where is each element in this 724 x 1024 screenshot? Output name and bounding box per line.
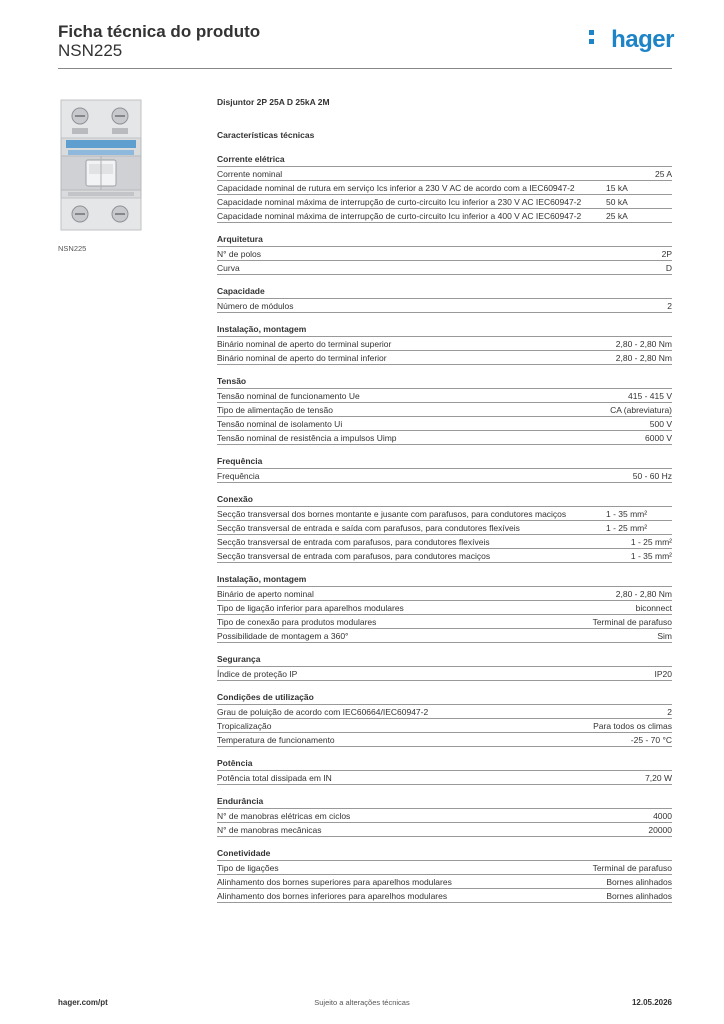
spec-content	[217, 96, 672, 913]
spec-label: Número de módulos	[217, 300, 294, 311]
spec-row	[217, 469, 672, 483]
spec-value: 20000	[648, 824, 672, 835]
spec-row	[217, 209, 672, 223]
header-divider	[58, 68, 672, 69]
spec-section	[217, 757, 672, 785]
section-title: Instalação, montagem	[217, 323, 672, 337]
section-title: Corrente elétrica	[217, 153, 672, 167]
section-title: Conexão	[217, 493, 672, 507]
spec-row	[217, 431, 672, 445]
spec-row	[217, 667, 672, 681]
section-title: Tensão	[217, 375, 672, 389]
spec-row	[217, 587, 672, 601]
section-title: Segurança	[217, 653, 672, 667]
spec-section	[217, 375, 672, 445]
spec-value: 15 kA	[606, 182, 628, 193]
spec-row	[217, 403, 672, 417]
spec-row	[217, 875, 672, 889]
spec-value: 7,20 W	[645, 772, 672, 783]
spec-section	[217, 323, 672, 365]
spec-value: 1 - 35 mm²	[606, 508, 648, 519]
spec-value: 1 - 25 mm²	[630, 536, 672, 547]
spec-row	[217, 889, 672, 903]
spec-section	[217, 691, 672, 747]
spec-value: 50 - 60 Hz	[632, 470, 672, 481]
spec-label: N° de manobras mecânicas	[217, 824, 322, 835]
spec-value: IP20	[654, 668, 672, 679]
spec-value: 2P	[661, 248, 672, 259]
spec-label: Temperatura de funcionamento	[217, 734, 335, 745]
spec-value: Bornes alinhados	[606, 890, 672, 901]
spec-label: Binário nominal de aperto do terminal superior	[217, 338, 392, 349]
spec-label: Alinhamento dos bornes superiores para aparelhos modulares	[217, 876, 452, 887]
spec-row	[217, 615, 672, 629]
spec-row	[217, 823, 672, 837]
spec-value: 2,80 - 2,80 Nm	[615, 338, 672, 349]
spec-row	[217, 733, 672, 747]
section-title: Arquitetura	[217, 233, 672, 247]
spec-value: 500 V	[649, 418, 672, 429]
spec-label: Grau de poluição de acordo com IEC60664/IEC60947-2	[217, 706, 429, 717]
spec-row	[217, 389, 672, 403]
spec-section	[217, 795, 672, 837]
spec-row	[217, 417, 672, 431]
spec-value: 25 kA	[606, 210, 628, 221]
spec-section	[217, 573, 672, 643]
spec-row	[217, 351, 672, 365]
spec-value: 25 A	[654, 168, 672, 179]
spec-value: Bornes alinhados	[606, 876, 672, 887]
section-title: Frequência	[217, 455, 672, 469]
spec-label: Tensão nominal de isolamento Ui	[217, 418, 343, 429]
spec-row	[217, 507, 672, 521]
spec-value: 4000	[653, 810, 672, 821]
spec-label: Corrente nominal	[217, 168, 283, 179]
product-image-caption: NSN225	[58, 244, 87, 253]
spec-value: 6000 V	[645, 432, 672, 443]
spec-section	[217, 493, 672, 563]
spec-row	[217, 181, 672, 195]
spec-label: N° de manobras elétricas em ciclos	[217, 810, 351, 821]
page-title: Ficha técnica do produto	[58, 22, 261, 41]
spec-label: Curva	[217, 262, 240, 273]
spec-row	[217, 521, 672, 535]
spec-value: 2	[667, 706, 672, 717]
spec-label: Capacidade nominal máxima de interrupção de curto-circuito Icu inferior a 400 V AC IEC60947-2	[217, 210, 582, 221]
spec-section	[217, 233, 672, 275]
spec-value: Terminal de parafuso	[592, 862, 672, 873]
spec-section	[217, 653, 672, 681]
spec-row	[217, 705, 672, 719]
spec-label: Tipo de conexão para produtos modulares	[217, 616, 377, 627]
footer-notice: Sujeito a alterações técnicas	[314, 998, 410, 1007]
section-title: Potência	[217, 757, 672, 771]
spec-row	[217, 261, 672, 275]
spec-label: Tropicalização	[217, 720, 272, 731]
spec-value: 415 - 415 V	[628, 390, 672, 401]
spec-row	[217, 771, 672, 785]
spec-section	[217, 847, 672, 903]
spec-label: Tensão nominal de funcionamento Ue	[217, 390, 360, 401]
spec-label: Secção transversal de entrada com parafusos, para condutores maciços	[217, 550, 491, 561]
spec-row	[217, 549, 672, 563]
spec-value: 2	[667, 300, 672, 311]
product-image	[58, 96, 144, 234]
spec-value: Para todos os climas	[593, 720, 672, 731]
spec-sections	[217, 153, 672, 903]
spec-label: Secção transversal dos bornes montante e jusante com parafusos, para condutores maciços	[217, 508, 567, 519]
page-header	[58, 20, 674, 68]
product-name: Disjuntor 2P 25A D 25kA 2M	[217, 97, 330, 107]
spec-label: Tipo de ligações	[217, 862, 279, 873]
spec-row	[217, 195, 672, 209]
spec-row	[217, 535, 672, 549]
spec-row	[217, 809, 672, 823]
characteristics-heading: Características técnicas	[217, 130, 315, 140]
spec-value: -25 - 70 °C	[630, 734, 672, 745]
spec-value: 2,80 - 2,80 Nm	[615, 588, 672, 599]
section-title: Instalação, montagem	[217, 573, 672, 587]
spec-label: Potência total dissipada em IN	[217, 772, 332, 783]
section-title: Condições de utilização	[217, 691, 672, 705]
spec-row	[217, 299, 672, 313]
spec-label: Frequência	[217, 470, 260, 481]
section-title: Capacidade	[217, 285, 672, 299]
product-reference: NSN225	[58, 41, 123, 60]
spec-section	[217, 455, 672, 483]
spec-label: Secção transversal de entrada com parafusos, para condutores flexíveis	[217, 536, 490, 547]
section-title: Endurância	[217, 795, 672, 809]
spec-value: D	[665, 262, 672, 273]
hager-logo-icon	[589, 30, 594, 54]
spec-label: Tipo de alimentação de tensão	[217, 404, 333, 415]
spec-label: Índice de proteção IP	[217, 668, 298, 679]
spec-section	[217, 153, 672, 223]
spec-label: Capacidade nominal máxima de interrupção de curto-circuito Icu inferior a 230 V AC IEC60947-2	[217, 196, 582, 207]
spec-row	[217, 719, 672, 733]
spec-label: Tipo de ligação inferior para aparelhos modulares	[217, 602, 404, 613]
spec-label: Secção transversal de entrada e saída com parafusos, para condutores flexíveis	[217, 522, 520, 533]
section-title: Conetividade	[217, 847, 672, 861]
spec-row	[217, 247, 672, 261]
spec-row	[217, 861, 672, 875]
spec-label: Binário nominal de aperto do terminal inferior	[217, 352, 387, 363]
spec-label: Capacidade nominal de rutura em serviço Ics inferior a 230 V AC de acordo com a IEC60947-2	[217, 182, 575, 193]
spec-label: Binário de aperto nominal	[217, 588, 314, 599]
footer-website: hager.com/pt	[58, 998, 108, 1007]
footer-date: 12.05.2026	[631, 998, 672, 1007]
spec-label: N° de polos	[217, 248, 262, 259]
spec-label: Possibilidade de montagem a 360°	[217, 630, 349, 641]
spec-value: CA (abreviatura)	[610, 404, 672, 415]
spec-value: 1 - 35 mm²	[630, 550, 672, 561]
spec-section	[217, 285, 672, 313]
hager-logo: hager	[611, 26, 674, 53]
spec-value: 1 - 25 mm²	[606, 522, 648, 533]
spec-value: 50 kA	[606, 196, 628, 207]
spec-row	[217, 167, 672, 181]
spec-row	[217, 629, 672, 643]
spec-value: Terminal de parafuso	[592, 616, 672, 627]
spec-label: Alinhamento dos bornes inferiores para aparelhos modulares	[217, 890, 448, 901]
spec-row	[217, 601, 672, 615]
spec-label: Tensão nominal de resistência a impulsos Uimp	[217, 432, 397, 443]
spec-value: 2,80 - 2,80 Nm	[615, 352, 672, 363]
spec-value: biconnect	[635, 602, 672, 613]
spec-row	[217, 337, 672, 351]
spec-value: Sim	[657, 630, 672, 641]
